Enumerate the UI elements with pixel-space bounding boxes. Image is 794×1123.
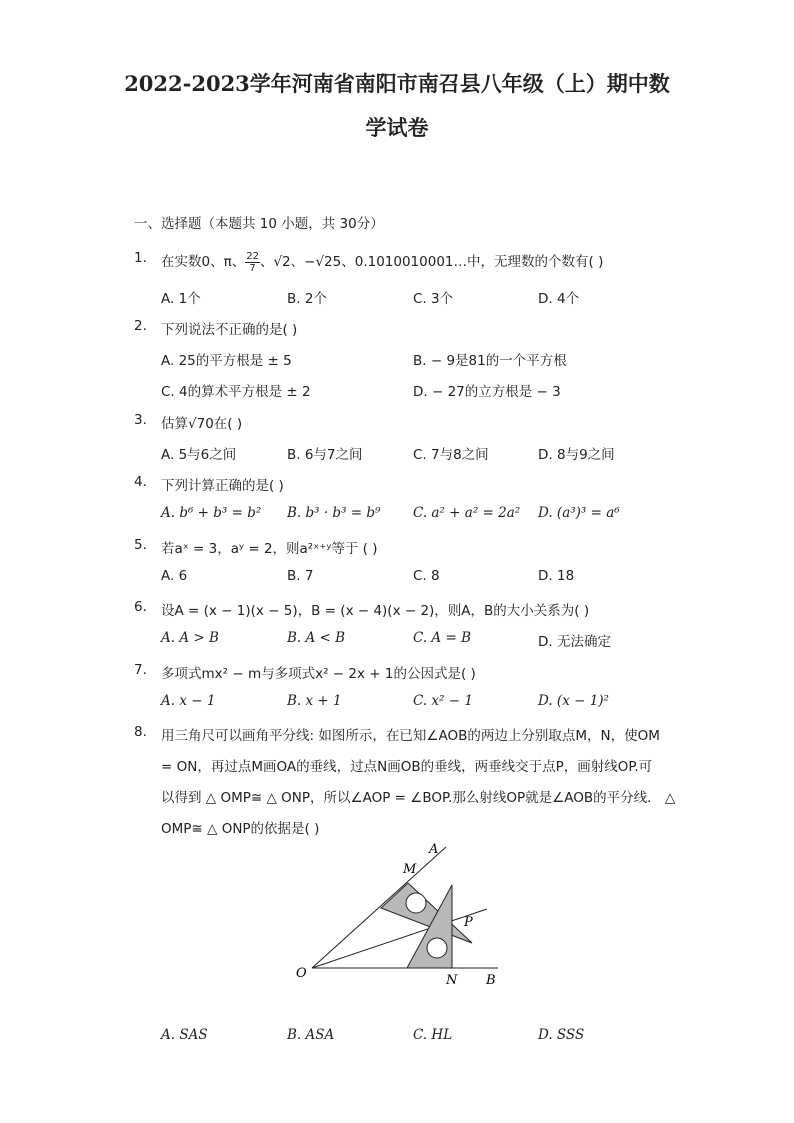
question-8-line-1: 用三角尺可以画角平分线: 如图所示，在已知∠AOB的两边上分别取点M，N，使OM xyxy=(161,728,660,744)
ruler-hole-upper xyxy=(406,893,426,913)
question-8-line-4: OMP≅ △ ONP的依据是( ) xyxy=(161,821,320,837)
label-o: O xyxy=(296,966,307,981)
section-heading: 一、选择题（本题共 10 小题，共 30分） xyxy=(134,216,384,232)
question-7-option-b[interactable]: B. x + 1 xyxy=(287,693,342,709)
question-1-number: 1. xyxy=(134,250,147,266)
question-8-option-d[interactable]: D. SSS xyxy=(538,1027,585,1043)
question-5-option-a[interactable]: A. 6 xyxy=(161,568,188,584)
question-1-text-pre: 在实数0、π、 xyxy=(161,254,246,270)
question-7-option-c[interactable]: C. x² − 1 xyxy=(413,693,473,709)
question-3-text: 估算√70在( ) xyxy=(161,416,243,432)
question-1-option-a[interactable]: A. 1个 xyxy=(161,291,201,307)
question-5-option-d[interactable]: D. 18 xyxy=(538,568,575,584)
question-1-option-d[interactable]: D. 4个 xyxy=(538,291,580,307)
question-3-option-c[interactable]: C. 7与8之间 xyxy=(413,447,489,463)
question-2-option-d[interactable]: D. − 27的立方根是 − 3 xyxy=(413,384,561,400)
question-2-option-a[interactable]: A. 25的平方根是 ± 5 xyxy=(161,353,292,369)
question-4-option-b[interactable]: B. b³ · b³ = b⁹ xyxy=(287,505,381,521)
exam-title-line-1: 2022-2023学年河南省南阳市南召县八年级（上）期中数 xyxy=(124,71,670,96)
question-4-number: 4. xyxy=(134,474,147,490)
label-p: P xyxy=(464,915,473,930)
question-6-option-d[interactable]: D. 无法确定 xyxy=(538,634,611,650)
question-6-number: 6. xyxy=(134,599,147,615)
question-7-option-a[interactable]: A. x − 1 xyxy=(161,693,216,709)
question-4-option-c[interactable]: C. a² + a² = 2a² xyxy=(413,505,521,521)
ruler-hole-lower xyxy=(427,938,447,958)
question-2-number: 2. xyxy=(134,318,147,334)
question-7-option-d[interactable]: D. (x − 1)² xyxy=(538,693,609,709)
label-m: M xyxy=(403,862,417,877)
question-6-text: 设A = (x − 1)(x − 5)，B = (x − 4)(x − 2)，则A，B的大小关系为( ) xyxy=(161,603,590,619)
question-3-option-d[interactable]: D. 8与9之间 xyxy=(538,447,615,463)
angle-bisector-figure xyxy=(280,835,520,995)
question-5-text: 若aˣ = 3，aʸ = 2，则a²ˣ⁺ʸ等于 ( ) xyxy=(161,541,378,557)
question-5-option-c[interactable]: C. 8 xyxy=(413,568,440,584)
fraction-numerator: 22 xyxy=(246,250,259,262)
label-a: A xyxy=(429,842,439,857)
question-2-text: 下列说法不正确的是( ) xyxy=(161,322,298,338)
question-3-option-b[interactable]: B. 6与7之间 xyxy=(287,447,363,463)
question-3-option-a[interactable]: A. 5与6之间 xyxy=(161,447,237,463)
question-7-number: 7. xyxy=(134,662,147,678)
question-4-text: 下列计算正确的是( ) xyxy=(161,478,284,494)
question-2-option-c[interactable]: C. 4的算术平方根是 ± 2 xyxy=(161,384,311,400)
question-6-option-c[interactable]: C. A = B xyxy=(413,630,471,646)
fraction-denominator: 7 xyxy=(249,262,256,274)
question-1-text xyxy=(161,250,603,274)
question-1-option-b[interactable]: B. 2个 xyxy=(287,291,327,307)
question-8-option-a[interactable]: A. SAS xyxy=(161,1027,208,1043)
question-3-number: 3. xyxy=(134,412,147,428)
question-2-option-b[interactable]: B. − 9是81的一个平方根 xyxy=(413,353,567,369)
question-4-option-d[interactable]: D. (a³)³ = a⁶ xyxy=(538,505,620,521)
question-8-option-c[interactable]: C. HL xyxy=(413,1027,453,1043)
question-4-option-a[interactable]: A. b⁶ + b³ = b² xyxy=(161,505,262,521)
question-5-option-b[interactable]: B. 7 xyxy=(287,568,314,584)
question-8-line-2: = ON，再过点M画OA的垂线，过点N画OB的垂线，两垂线交于点P，画射线OP.可 xyxy=(161,759,653,775)
fraction-22-7 xyxy=(245,251,260,274)
label-n: N xyxy=(446,973,458,988)
question-7-text: 多项式mx² − m与多项式x² − 2x + 1的公因式是( ) xyxy=(161,666,476,682)
question-8-line-3: 以得到 △ OMP≅ △ ONP，所以∠AOP = ∠BOP.那么射线OP就是∠AOB的平分线． △ xyxy=(161,790,676,806)
question-1-text-post: 、√2、−√25、0.1010010001…中，无理数的个数有( ) xyxy=(259,254,604,270)
question-8-option-b[interactable]: B. ASA xyxy=(287,1027,335,1043)
question-1-option-c[interactable]: C. 3个 xyxy=(413,291,454,307)
question-6-option-a[interactable]: A. A > B xyxy=(161,630,219,646)
exam-title-line-2: 学试卷 xyxy=(365,115,429,140)
label-b: B xyxy=(486,973,496,988)
question-5-number: 5. xyxy=(134,537,147,553)
question-6-option-b[interactable]: B. A < B xyxy=(287,630,346,646)
question-8-number: 8. xyxy=(134,724,147,740)
